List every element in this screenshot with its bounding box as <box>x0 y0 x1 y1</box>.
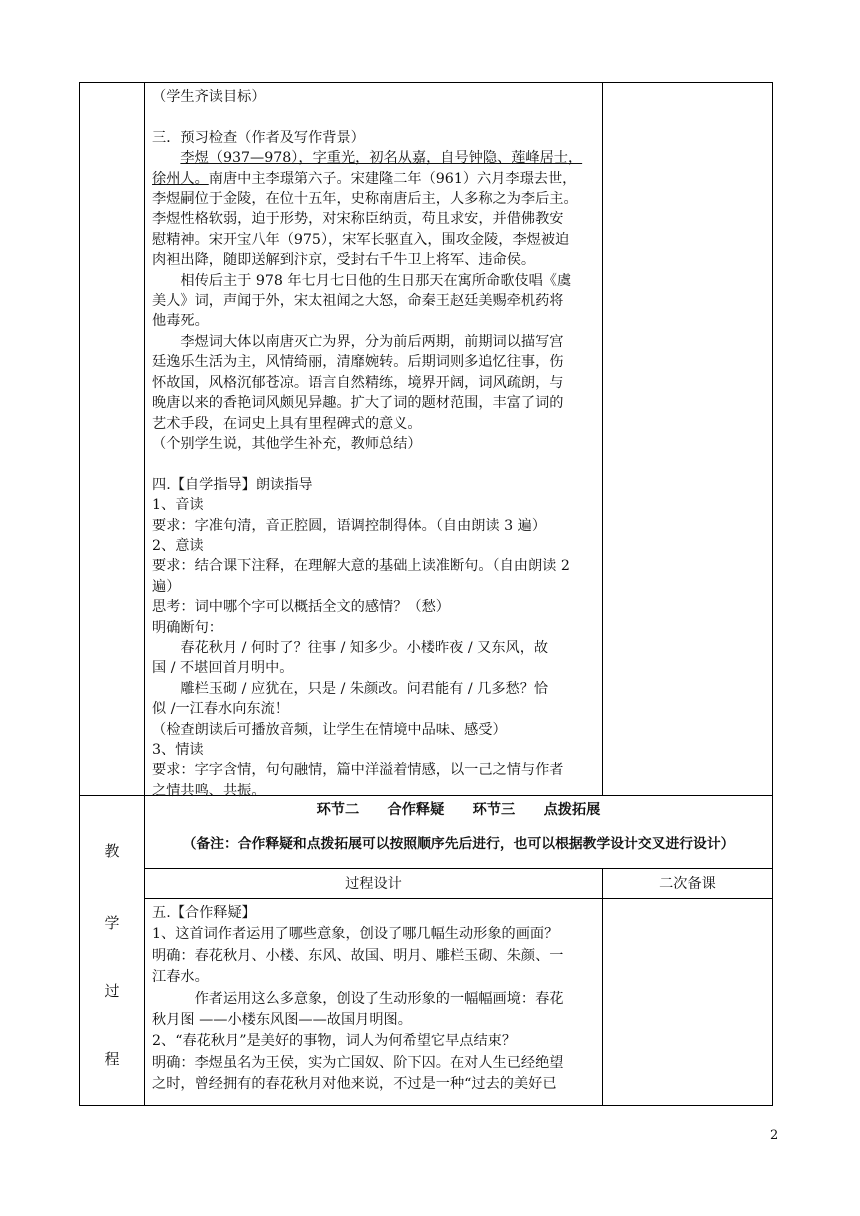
text-line: 要求：字字含情，句句融情，篇中洋溢着情感，以一己之情与作者 <box>152 762 564 779</box>
segment-note: （备注：合作释疑和点拨拓展可以按照顺序先后进行，也可以根据教学设计交叉进行设计） <box>182 836 735 852</box>
text-line: 慰精神。宋开宝八年（975），宋军长驱直入，围攻金陵，李煜被迫 <box>152 231 570 248</box>
column-header-divider <box>144 898 773 899</box>
text-line: 2、意读 <box>152 537 204 554</box>
text-line: 江春水。 <box>152 969 209 986</box>
text-line: 明确断句： <box>152 619 223 636</box>
sidebar-char-3: 过 <box>104 982 120 1000</box>
text-line: 他毒死。 <box>152 313 209 330</box>
text-line: 秋月图 ——小楼东风图——故国月明图。 <box>152 1012 412 1029</box>
text-line: 肉袒出降，随即送解到汴京，受封右千牛卫上将军、违命侯。 <box>152 252 536 269</box>
column-header-process: 过程设计 <box>345 876 402 892</box>
bio-underlined-2: 徐州人。 <box>152 170 209 187</box>
text-line: 要求：字准句清，音正腔圆，语调控制得体。（自由朗读 3 遍） <box>152 517 547 534</box>
text-line: 李煜性格软弱，迫于形势，对宋称臣纳贡，苟且求安，并借佛教安 <box>152 211 564 228</box>
text-line: 要求：结合课下注释，在理解大意的基础上读准断句。（自由朗读 2 <box>152 558 570 575</box>
column-header-secondary: 二次备课 <box>659 876 716 892</box>
text-line: 1、音读 <box>152 497 204 514</box>
segment-title: 环节二 合作释疑 环节三 点拨拓展 <box>316 802 601 818</box>
poem-line: 似 /一江春水向东流！ <box>152 701 289 718</box>
text-line: 遍） <box>152 578 181 595</box>
text-line: 2、“春花秋月”是美好的事物，词人为何希望它早点结束？ <box>152 1033 517 1050</box>
text-line: （个别学生说，其他学生补充，教师总结） <box>152 435 422 452</box>
text-line: 怀故国，风格沉郁苍凉。语言自然精练，境界开阔，词风疏朗，与 <box>152 374 564 391</box>
cooperation-section <box>152 903 597 1096</box>
text-line <box>152 107 597 127</box>
text-line: 之情共鸣、共振。 <box>152 782 266 799</box>
text-line: 李煜嗣位于金陵，在位十五年，史称南唐后主，人多称之为李后主。 <box>152 191 578 208</box>
text-line: 李煜词大体以南唐灭亡为界，分为前后两期，前期词以描写宫 <box>180 333 564 350</box>
preview-section <box>152 87 597 801</box>
text-line: 之时，曾经拥有的春花秋月对他来说，不过是一种“过去的美好已 <box>152 1076 557 1093</box>
text-line: 明确：春花秋月、小楼、东风、故国、明月、雕栏玉砌、朱颜、一 <box>152 947 564 964</box>
text-line: （学生齐读目标） <box>152 89 266 105</box>
page-number: 2 <box>770 1128 779 1143</box>
text-line: （检查朗读后可播放音频，让学生在情境中品味、感受） <box>152 721 507 738</box>
table-left-border <box>79 82 80 1106</box>
bio-underlined-1: 李煜（937—978），字重光，初名从嘉，自号钟隐、莲峰居士， <box>180 150 583 167</box>
poem-line: 春花秋月 / 何时了？往事 / 知多少。小楼昨夜 / 又东风，故 <box>180 639 549 656</box>
text-line: 五.【合作释疑】 <box>152 905 256 921</box>
sidebar-char-4: 程 <box>104 1050 120 1068</box>
text-line: 思考：词中哪个字可以概括全文的感情？（愁） <box>152 599 450 616</box>
bio-rest: 南唐中主李璟第六子。宋建隆二年（961）六月李璟去世， <box>208 170 577 187</box>
text-line: 三．预习检查（作者及写作背景） <box>152 129 365 146</box>
text-line: 3、情读 <box>152 742 204 758</box>
text-line: 相传后主于 978 年七月七日他的生日那天在寓所命歌伎唱《虞 <box>180 272 572 289</box>
text-line: 四.【自学指导】朗读指导 <box>152 476 313 493</box>
notes-divider-top <box>602 82 603 795</box>
text-line: 明确：李煜虽名为王侯，实为亡国奴、阶下囚。在对人生已经绝望 <box>152 1054 564 1071</box>
sidebar-char-1: 教 <box>104 842 120 860</box>
text-line: 艺术手段，在词史上具有里程碑式的意义。 <box>152 415 422 432</box>
notes-divider-bottom <box>602 868 603 1106</box>
text-line: 1、这首词作者运用了哪些意象，创设了哪几幅生动形象的画面？ <box>152 926 559 943</box>
text-line: 晚唐以来的香艳词风颇见异趣。扩大了词的题材范围，丰富了词的 <box>152 395 564 412</box>
text-line: 美人》词，声闻于外，宋太祖闻之大怒，命秦王赵廷美赐牵机药将 <box>152 293 564 310</box>
text-line: 作者运用这么多意象，创设了生动形象的一幅幅画境：春花 <box>194 990 564 1007</box>
header-divider <box>144 868 773 869</box>
table-right-border <box>772 82 773 1106</box>
poem-line: 国 / 不堪回首月明中。 <box>152 660 294 677</box>
text-line: 廷逸乐生活为主，风情绮丽，清靡婉转。后期词则多追忆往事，伤 <box>152 354 564 371</box>
sidebar-char-2: 学 <box>104 914 120 932</box>
lesson-plan-table <box>79 82 773 1106</box>
table-top-border <box>79 82 773 83</box>
table-bottom-border <box>79 1105 773 1106</box>
poem-line: 雕栏玉砌 / 应犹在，只是 / 朱颜改。问君能有 / 几多愁？恰 <box>180 680 549 697</box>
sidebar-divider <box>144 82 145 1106</box>
